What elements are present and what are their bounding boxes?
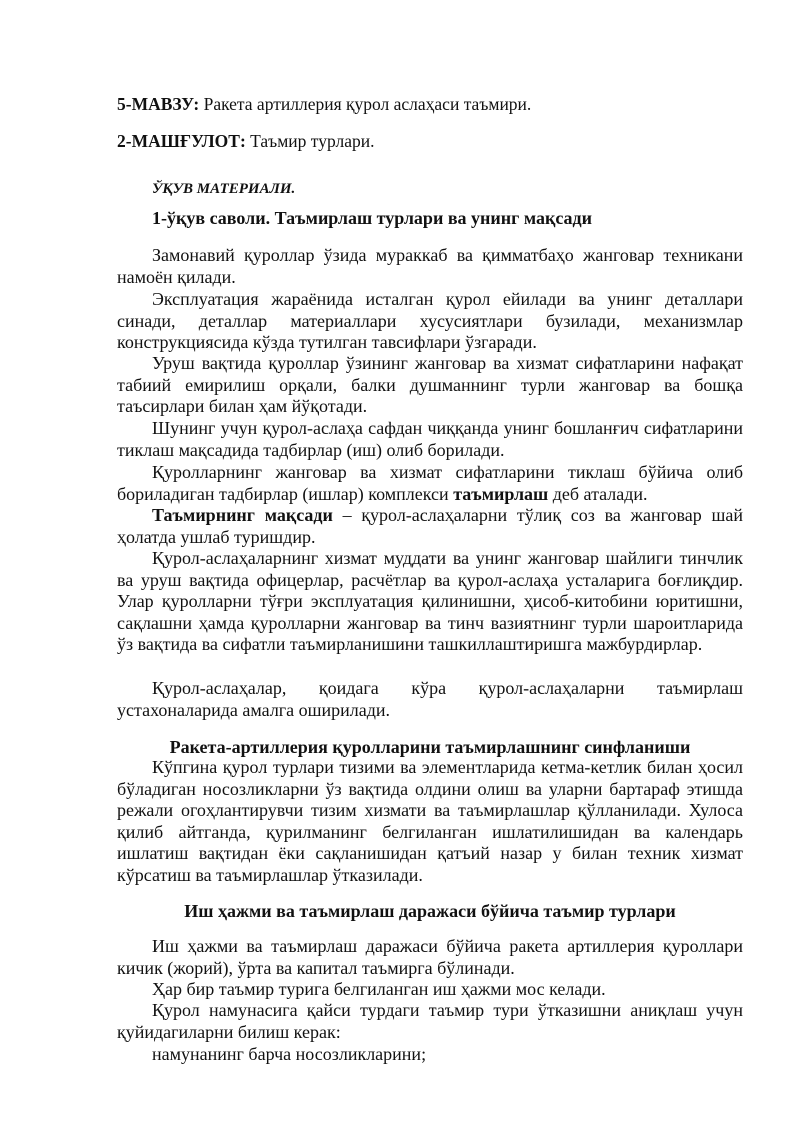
term-repair-goal: Таъмирнинг мақсади xyxy=(152,505,333,525)
paragraph-5-text: Қуролларнинг жанговар ва хизмат сифатларини тиклаш бўйича олиб бориладиган тадбирлар (ишлар) комплекси xyxy=(117,462,743,504)
lesson-line xyxy=(117,131,374,152)
material-label: ЎҚУВ МАТЕРИАЛИ. xyxy=(152,181,296,197)
question-1-heading: 1-ўқув саволи. Таъмирлаш турлари ва унинг мақсади xyxy=(152,208,593,228)
paragraph-2: Эксплуатация жараёнида исталган қурол ейилади ва унинг деталлари синади, деталлар материаллари хусусиятлари бузилади, механизмлар конструкциясида кўзда тутилган тавсифлари ўзгаради. xyxy=(117,289,743,353)
topic-text: Ракета артиллерия қурол аслаҳаси таъмири. xyxy=(199,94,532,114)
paragraph-9: Кўпгина қурол турлари тизими ва элементларида кетма-кетлик билан ҳосил бўладиган носозликларни ўз вақтида олдини олиш ва уларни бартараф этишда режали огоҳлантирувчи тизим хизмати ва таъмирлашлар қўлланилади. Хулоса қилиб айтганда, қурилманинг белгиланган ишлатилишидан ва календарь ишлатиш вақтидан ёки сақланишидан қатъий назар у билан техник хизмат кўрсатиш ва таъмирлашлар ўтказилади. xyxy=(117,757,743,885)
topic-label: 5-МАВЗУ: xyxy=(117,94,200,114)
section-heading-classification: Ракета-артиллерия қуролларини таъмирлашнинг синфланиши xyxy=(169,737,691,757)
paragraph-10: Иш ҳажми ва таъмирлаш даражаси бўйича ракета артиллерия қуроллари кичик (жорий), ўрта ва капитал таъмирга бўлинади. xyxy=(117,936,743,978)
paragraph-4: Шунинг учун қурол-аслаҳа сафдан чиққанда унинг бошланғич сифатларини тиклаш мақсадида тадбирлар (иш) олиб борилади. xyxy=(117,418,743,460)
paragraph-6-text: – қурол-аслаҳаларни тўлиқ соз ва жанговар шай ҳолатда ушлаб туришдир. xyxy=(117,505,743,547)
paragraph-6 xyxy=(117,505,743,548)
term-tamirlash: таъмирлаш xyxy=(453,483,549,504)
paragraph-5 xyxy=(117,462,743,505)
paragraph-8: Қурол-аслаҳалар, қоидага кўра қурол-аслаҳаларни таъмирлаш устахоналарида амалга оширилади. xyxy=(117,678,743,720)
section-heading-repair-types: Иш ҳажми ва таъмирлаш даражаси бўйича таъмир турлари xyxy=(184,901,676,921)
paragraph-5-end: деб аталади. xyxy=(548,483,648,504)
paragraph-11: Ҳар бир таъмир турига белгиланган иш ҳажми мос келади. xyxy=(152,979,606,999)
paragraph-3: Уруш вақтида қуроллар ўзининг жанговар ва хизмат сифатларини нафақат табиий емирилиш орқали, балки душманнинг турли жанговар ва бошқа таъсирлари билан ҳам йўқотади. xyxy=(117,353,743,417)
lesson-label: 2-МАШҒУЛОТ: xyxy=(117,131,246,151)
lesson-text: Таъмир турлари. xyxy=(245,131,375,151)
topic-line xyxy=(117,94,531,115)
paragraph-1: Замонавий қуроллар ўзида мураккаб ва қимматбаҳо жанговар техникани намоён қилади. xyxy=(117,245,743,287)
paragraph-12: Қурол намунасига қайси турдаги таъмир тури ўтказишни аниқлаш учун қуйидагиларни билиш керак: xyxy=(117,1000,743,1042)
paragraph-13: намунанинг барча носозликларини; xyxy=(152,1044,427,1064)
paragraph-7: Қурол-аслаҳаларнинг хизмат муддати ва унинг жанговар шайлиги тинчлик ва уруш вақтида офицерлар, расчётлар ва қурол-аслаҳа усталарига боғлиқдир. Улар қуролларни тўғри эксплуатация қилинишни, ҳисоб-китобини юритишни, сақлашни ҳамда қуролларни жанговар ва тинч вазиятнинг турли шароитларида ўз вақтида ва сифатли таъмирланишини ташкиллаштиришга мажбурдирлар. xyxy=(117,548,743,655)
